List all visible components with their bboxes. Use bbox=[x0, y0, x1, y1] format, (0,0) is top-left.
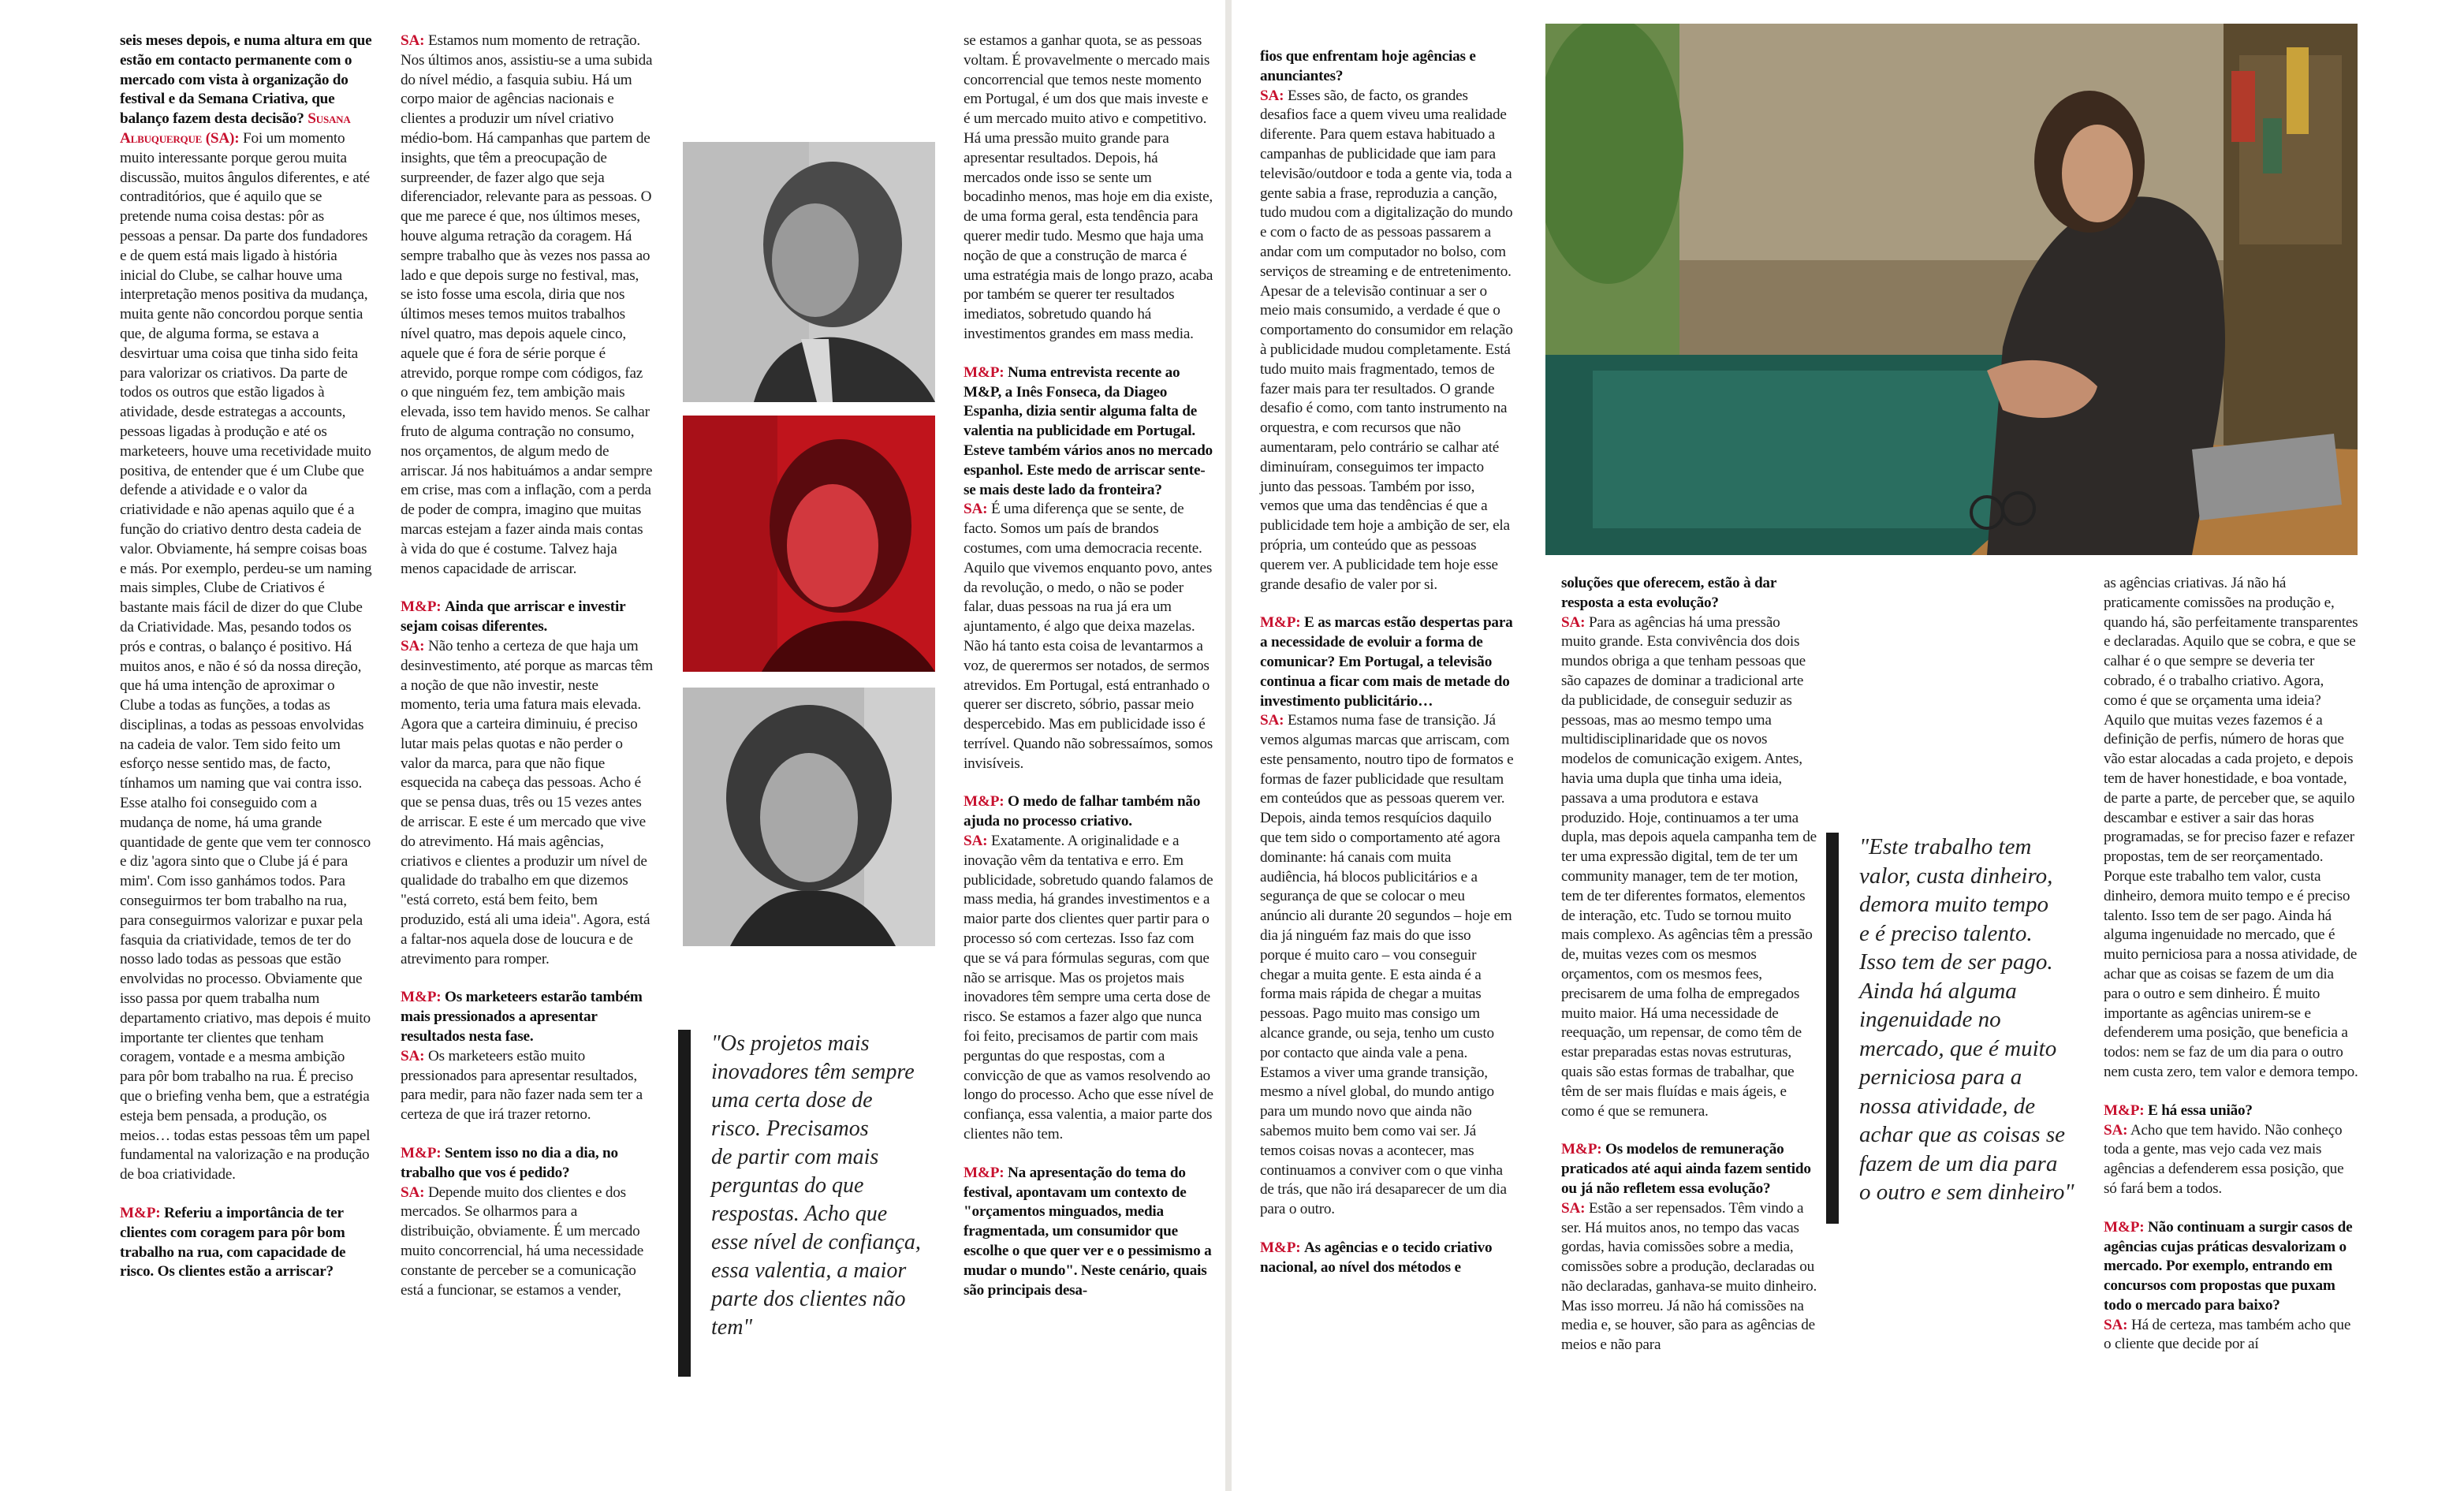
article-column-3 bbox=[964, 32, 1216, 1319]
speaker-label: Susana Albuquerque (SA): bbox=[120, 110, 351, 147]
question-text: Sentem isso no dia a dia, no trabalho que vos é pedido? bbox=[401, 1145, 618, 1181]
pull-quote bbox=[1826, 833, 2127, 1224]
speaker-label: SA: bbox=[1260, 87, 1284, 104]
speaker-label: SA: bbox=[401, 1047, 425, 1064]
interview-photo bbox=[1545, 24, 2358, 555]
article-column-5 bbox=[1561, 574, 1817, 1374]
page-gutter bbox=[1225, 0, 1232, 1491]
answer-text: Estamos num momento de retração. Nos últimos anos, assistiu-se a uma subida do nível médio, a fasquia subiu. Há um corpo maior de agências nacionais e clientes a produzir um nível criativo médio-bom. Há campanhas que partem de insights, que têm a preocupação de surpreender, de fazer algo que seja diferenciador, relevante para as pessoas. O que me parece é que, nos últimos meses, houve alguma retração da coragem. Há sempre trabalho que às vezes nos passa ao lado e que depois surge no festival, mas, se isto fosse uma escola, diria que nos últimos meses temos muitos trabalhos nível quatro, mas depois aquele cinco, aquele que é fora de série porque é atrevido, porque rompe com códigos, faz o que ninguém fez, tem ambição mais elevada, isso tem havido menos. Se calhar fruto de alguma contração no consumo, nos orçamentos, de algum medo de arriscar. Já nos habituámos a andar sempre em crise, mas com a inflação, com a perda de poder de compra, imagino que muitas marcas estejam a fazer ainda mais contas à vida do que é costume. Talvez haja menos capacidade de arriscar. bbox=[401, 32, 653, 577]
question-text: Na apresentação do tema do festival, apontavam um contexto de "orçamentos minguados, media fragmentada, um consumidor que escolhe o que quer ver e o pessimismo a mudar o mundo". Neste cenário, quais são principais desa- bbox=[964, 1164, 1212, 1299]
article-column-2 bbox=[401, 32, 653, 1319]
interviewer-label: M&P: bbox=[1260, 1239, 1301, 1257]
portrait-photo-bw-bottom bbox=[683, 688, 935, 946]
pull-quote-line: valor, custa dinheiro, bbox=[1859, 863, 2053, 889]
answer-text: as agências criativas. Já não há praticamente comissões na produção e, quando há, são perfeitamente transparentes e declaradas. Aquilo que se cobra, e que se calhar é o que sempre se deveria ter cobrado, é o trabalho criativo. Agora, como é que se orçamenta uma ideia? Aquilo que muitas vezes fazemos é a definição de perfis, número de horas que vão estar alocadas a cada projeto, e depois tem de haver honestidade, e boa vontade, de parte a parte, de perceber que, se aquilo descambar e estiver a sair das horas programadas, se for preciso fazer e refazer propostas, tem de ser reorçamentado. Porque este trabalho tem valor, custa dinheiro, demora muito tempo e é preciso talento. Isso tem de ser pago. Ainda há alguma ingenuidade no mercado, que é muito perniciosa para a nossa atividade, de achar que as coisas se fazem de um dia para o outro e sem dinheiro. É muito importante as agências unirem-se e defenderem uma posição, que beneficia a todos: nem se faz de um dia para o outro nem custa zero, tem valor e demora tempo. bbox=[2104, 575, 2358, 1080]
interviewer-label: M&P: bbox=[401, 598, 442, 616]
answer-text: Os marketeers estão muito pressionados para apresentar resultados, para medir, para não fazer nada sem ter a certeza de que irá trazer retorno. bbox=[401, 1047, 643, 1124]
pull-quote-line: respostas. Acho que bbox=[711, 1202, 888, 1226]
article-column-1 bbox=[120, 32, 372, 1301]
feature-photo bbox=[1545, 24, 2358, 555]
portrait-image bbox=[683, 688, 935, 946]
pull-quote-line: tem" bbox=[711, 1315, 753, 1340]
pull-quote-line: mercado, que é muito bbox=[1859, 1035, 2057, 1061]
portrait-photo-bw-top bbox=[683, 142, 935, 402]
question-text: Ainda que arriscar e investir sejam coisas diferentes. bbox=[401, 598, 626, 636]
speaker-label: SA: bbox=[1561, 613, 1586, 631]
speaker-label: SA: bbox=[2104, 1121, 2128, 1139]
speaker-label: SA: bbox=[1260, 712, 1284, 729]
question-text: Os modelos de remuneração praticados até aqui ainda fazem sentido ou já não refletem essa evolução? bbox=[1561, 1141, 1811, 1197]
speaker-label: SA: bbox=[401, 1183, 425, 1201]
portrait-image bbox=[683, 416, 935, 672]
answer-text: Exatamente. A originalidade e a inovação vêm da tentativa e erro. Em publicidade, sobretudo quando falamos de mass media, há grandes investimentos e a maior parte dos clientes quer partir para o processo só com certezas. Isso faz com que se vá para fórmulas seguras, com que não se arrisque. Mas os projetos mais inovadores têm sempre uma certa dose de risco. Se estamos a fazer algo que nunca foi feito, precisamos de partir com mais perguntas do que respostas, com a convicção de que as vamos resolvendo ao longo do processo. Acho que esse nível de confiança, essa valentia, a maior parte dos clientes não tem. bbox=[964, 833, 1213, 1143]
right-page bbox=[1232, 0, 2464, 1491]
question-text: E as marcas estão despertas para a necessidade de evoluir a forma de comunicar? Em Portugal, a televisão continua a ficar com mais de metade do investimento publicitário… bbox=[1260, 614, 1513, 710]
answer-text: Estamos numa fase de transição. Já vemos algumas marcas que arriscam, com este pensamento, noutro tipo de formatos e formas de fazer publicidade que resultam em conteúdos que as pessoas querem ver. Depois, ainda temos resquícios daquilo que tem sido o comportamento até agora dominante: há canais com muita audiência, há blocos publicitários e a segurança de que se colocar o meu anúncio ali durante 20 segundos – hoje em dia já ninguém faz mais do que isso porque é muito caro – vou conseguir chegar a muita gente. E esta ainda é a forma mais rápida de chegar a muitas pessoas. Pago muito mas consigo um alcance grande, ou seja, tenho um custo por contacto que ainda vale a pena. Estamos a viver uma grande transição, mesmo a nível global, do mundo antigo para um mundo novo que ainda não sabemos muito bem como vai ser. Já temos coisas novas a acontecer, mas continuamos a conviver com o que vinha de trás, que não irá desaparecer de um dia para o outro. bbox=[1260, 712, 1514, 1218]
pull-quote-line: Ainda há alguma bbox=[1859, 978, 2017, 1004]
pull-quote-line: fazem de um dia para bbox=[1859, 1150, 2058, 1176]
answer-text: se estamos a ganhar quota, se as pessoas voltam. É provavelmente o mercado mais concorrencial que temos neste momento em Portugal, é um dos que mais investe e é um mercado muito ativo e competitivo. Há uma pressão muito grande para apresentar resultados. Depois, há mercados onde isso se sente um bocadinho menos, mas hoje em dia existe, de uma forma geral, esta tendência para querer medir tudo. Mesmo que haja uma noção de que a construção de marca é uma estratégia mais de longo prazo, acaba por também se querer ter resultados imediatos, sobretudo quando há investimentos grandes em mass media. bbox=[964, 32, 1213, 342]
pull-quote bbox=[678, 1030, 979, 1377]
pull-quote-line: de partir com mais bbox=[711, 1145, 879, 1169]
speaker-label: SA: bbox=[964, 833, 988, 850]
answer-text: Há de certeza, mas também acho que o cliente que decide por aí bbox=[2104, 1316, 2351, 1353]
interviewer-label: M&P: bbox=[1260, 614, 1301, 632]
pull-quote-line: parte dos clientes não bbox=[711, 1287, 906, 1311]
question-text: Numa entrevista recente ao M&P, a Inês Fonseca, da Diageo Espanha, dizia sentir alguma falta de valentia na publicidade em Portugal. Esteve também vários anos no mercado espanhol. Este medo de arriscar sente-se mais deste lado da fronteira? bbox=[964, 363, 1213, 498]
pull-quote-line: demora muito tempo bbox=[1859, 892, 2049, 917]
answer-text: Para as agências há uma pressão muito grande. Esta convivência dos dois mundos obriga a que tenham pessoas que são capazes de dominar a tradicional arte da publicidade, de conseguir seduzir as pessoas, mas ao mesmo tempo uma multidisciplinaridade que os novos modelos de comunicação exigem. Antes, havia uma dupla que tinha uma ideia, passava a uma produtora e estava produzido. Hoje, continuamos a ter uma dupla, mas depois aquela campanha tem de ter uma expressão digital, tem de ter um community manager, tem de ter motion, tem de ter diferentes formatos, elementos de interação, etc. Tudo se tornou muito mais complexo. As agências têm a pressão de, muitas vezes com os mesmos orçamentos, com os mesmos fees, precisarem de uma folha de empregados muito maior. Há uma necessidade de reequação, um repensar, de como têm de estar preparadas estas novas estruturas, quais são estas formas de trabalhar, que têm de ser mais fluídas e mais ágeis, e como é que se remunera. bbox=[1561, 613, 1817, 1120]
question-text: Referiu a importância de ter clientes com coragem para pôr bom trabalho na rua, com capacidade de risco. Os clientes estão a arriscar? bbox=[120, 1205, 346, 1280]
pull-quote-line: e é preciso talento. bbox=[1859, 920, 2033, 946]
question-text: fios que enfrentam hoje agências e anunciantes? bbox=[1260, 48, 1476, 84]
pull-quote-line: ingenuidade no bbox=[1859, 1007, 2001, 1032]
article-column-4 bbox=[1260, 47, 1514, 1297]
article-column-6 bbox=[2104, 574, 2360, 1374]
pull-quote-line: Isso tem de ser pago. bbox=[1859, 949, 2053, 975]
pull-quote-line: risco. Precisamos bbox=[711, 1116, 869, 1141]
speaker-label: SA: bbox=[964, 501, 988, 518]
question-text: E há essa união? bbox=[2148, 1101, 2253, 1119]
interviewer-label: M&P: bbox=[1561, 1141, 1602, 1158]
pull-quote-line: esse nível de confiança, bbox=[711, 1230, 921, 1254]
interviewer-label: M&P: bbox=[401, 1145, 442, 1162]
question-text: As agências e o tecido criativo nacional, ao nível dos métodos e bbox=[1260, 1239, 1493, 1276]
portrait-image bbox=[683, 142, 935, 402]
answer-text: É uma diferença que se sente, de facto. Somos um país de brandos costumes, com uma democracia recente. Aquilo que vivemos enquanto povo, antes da revolução, o medo, o não se poder falar, duas pessoas na rua já era um ajuntamento, é algo que deixa mazelas. Não há tanto esta coisa de levantarmos a voz, de querermos ser notados, de sermos atrevidos. Em Portugal, está entranhado o querer ser discreto, sóbrio, passar meio despercebido. Mas em publicidade isso é terrível. Quando não sobressaímos, somos invisíveis. bbox=[964, 501, 1213, 772]
answer-text: Acho que tem havido. Não conheço toda a gente, mas vejo cada vez mais agências a defenderem essa posição, que só fará bem a todos. bbox=[2104, 1121, 2344, 1197]
interviewer-label: M&P: bbox=[964, 793, 1005, 811]
pull-quote-line: nossa atividade, de bbox=[1859, 1093, 2036, 1119]
question-text: Não continuam a surgir casos de agências cujas práticas desvalorizam o mercado. Por exemplo, entrando em concursos com propostas que puxam todo o mercado para baixo? bbox=[2104, 1218, 2353, 1314]
answer-text: Não tenho a certeza de que haja um desinvestimento, até porque as marcas têm a noção de que não investir, neste momento, teria uma fatura mais elevada. Agora que a carteira diminuiu, é preciso lutar mais pelas quotas e não perder o valor da marca, para que não fique esquecida na cabeça das pessoas. Acho é que se pensa duas, três ou 15 vezes antes de arriscar. E este é um mercado que vive do atrevimento. Há mais agências, criativos e clientes a produzir um nível de qualidade do trabalho em que dizemos "está correto, está bem feito, bem produzido, está ali uma ideia". Agora, está a faltar-nos aquela dose de loucura e de atrevimento para romper. bbox=[401, 637, 654, 967]
pull-quote-line: perniciosa para a bbox=[1859, 1064, 2022, 1090]
speaker-label: SA: bbox=[401, 32, 425, 49]
interviewer-label: M&P: bbox=[2104, 1101, 2145, 1119]
interviewer-label: M&P: bbox=[401, 989, 442, 1006]
speaker-label: SA: bbox=[401, 637, 425, 654]
question-text: seis meses depois, e numa altura em que estão em contacto permanente com o mercado com vista à organização do festival e da Semana Criativa, que balanço fazem desta decisão? bbox=[120, 32, 372, 128]
pull-quote-line: essa valentia, a maior bbox=[711, 1258, 907, 1283]
interviewer-label: M&P: bbox=[120, 1205, 161, 1222]
pull-quote-line: uma certa dose de bbox=[711, 1088, 873, 1113]
question-text: O medo de falhar também não ajuda no processo criativo. bbox=[964, 793, 1201, 830]
pull-quote-line: perguntas do que bbox=[711, 1173, 864, 1198]
portrait-photo-red bbox=[683, 416, 935, 672]
left-page bbox=[0, 0, 1225, 1491]
pull-quote-line: "Este trabalho tem bbox=[1859, 834, 2032, 859]
pull-quote-line: o outro e sem dinheiro" bbox=[1859, 1180, 2074, 1205]
pull-quote-line: achar que as coisas se bbox=[1859, 1122, 2065, 1147]
pull-quote-line: "Os projetos mais bbox=[711, 1031, 870, 1056]
answer-text: Foi um momento muito interessante porque gerou muita discussão, muitos ângulos diferentes, e até contraditórios, que é aquilo que se pretende numa coisa destas: pôr as pessoas a pensar. Da parte dos fundadores e de quem está mais ligado à história inicial do Clube, se calhar houve uma interpretação menos positiva da mudança, muita gente não concordou porque sentia que, de alguma forma, se estava a desvirtuar uma coisa que tinha sido feita para valorizar os criativos. Da parte de todos os outros que estão ligados à atividade, desde estrategas a accounts, pessoas ligadas à produção e até os marketeers, houve uma recetividade muito positiva, de entender que é um Clube que defende a atividade e o valor da criatividade e não apenas aquilo que é a função do criativo dentro desta cadeia de valor. Obviamente, há sempre coisas boas e más. Por exemplo, perdeu-se um naming mais simples, Clube de Criativos é bastante mais fácil de dizer do que Clube da Criatividade. Mas, pesando todos os prós e contras, o balanço é positivo. Há muitos anos, e não é só da nossa direção, que há uma intenção de aproximar o Clube a todas as funções, a todas as disciplinas, a todas as pessoas envolvidas na cadeia de valor. Tem sido feito um esforço nesse sentido mas, de facto, tínhamos um naming que vai contra isso. Esse atalho foi conseguido com a mudança de nome, há uma grande quantidade de gente que vem ter connosco e diz 'agora sinto que o Clube já é para mim'. Com isso ganhámos todos. Para conseguirmos ter bom trabalho na rua, para conseguirmos valorizar e puxar pela fasquia da criatividade, temos de ter do nosso lado todas as pessoas que estão envolvidas no processo. Obviamente que isso passa por quem trabalha num departamento criativo, mas depois é muito importante ter clientes que tenham coragem, vontade e a mesma ambição para pôr bom trabalho na rua. É preciso que o briefing venha bem, que a estratégia esteja bem pensada, a produção, os meios… todas estas pessoas têm um papel fundamental na valorização e na produção de boa criatividade. bbox=[120, 129, 372, 1183]
question-text: soluções que oferecem, estão à dar resposta a esta evolução? bbox=[1561, 575, 1776, 611]
speaker-label: SA: bbox=[1561, 1199, 1586, 1217]
answer-text: Esses são, de facto, os grandes desafios face a quem viveu uma realidade diferente. Para quem estava habituado a campanhas de publicidade que iam para televisão/outdoor e toda a gente via, toda a gente sabia a frase, reproduzia a canção, tudo mudou com a digitalização do mundo e com o facto de as pessoas passarem a andar com um computador no bolso, com serviços de streaming e de entretenimento. Apesar de a televisão continuar a ser o meio mais consumido, a verdade é que o comportamento do consumidor em relação à publicidade mudou completamente. Está tudo muito mais fragmentado, temos de fazer mais para ter resultados. O grande desafio é como, com tanto instrumento na orquestra, e com recursos que não aumentaram, pelo contrário se calhar até diminuíram, conseguimos ter impacto junto das pessoas. Também por isso, vemos que uma das tendências é que a publicidade tem hoje a ambição de ser, ela própria, um conteúdo que as pessoas querem ver. A publicidade tem hoje esse grande desafio de valer por si. bbox=[1260, 87, 1513, 593]
interviewer-label: M&P: bbox=[964, 1164, 1005, 1181]
speaker-label: SA: bbox=[2104, 1316, 2128, 1333]
interviewer-label: M&P: bbox=[964, 363, 1005, 381]
pull-quote-line: inovadores têm sempre bbox=[711, 1060, 915, 1084]
answer-text: Estão a ser repensados. Têm vindo a ser. Há muitos anos, no tempo das vacas gordas, havia comissões sobre a media, comissões sobre a produção, declaradas ou não declaradas, ganhava-se muito dinheiro. Mas isso morreu. Já não há comissões na media e, se houver, são para as agências de meios e não para bbox=[1561, 1199, 1817, 1354]
interviewer-label: M&P: bbox=[2104, 1218, 2145, 1236]
question-text: Os marketeers estarão também mais pressionados a apresentar resultados nesta fase. bbox=[401, 989, 643, 1046]
answer-text: Depende muito dos clientes e dos mercados. Se olharmos para a distribuição, obviamente. É um mercado muito concorrencial, há uma necessidade constante de perceber se a comunicação está a funcionar, se estamos a vender, bbox=[401, 1183, 644, 1299]
